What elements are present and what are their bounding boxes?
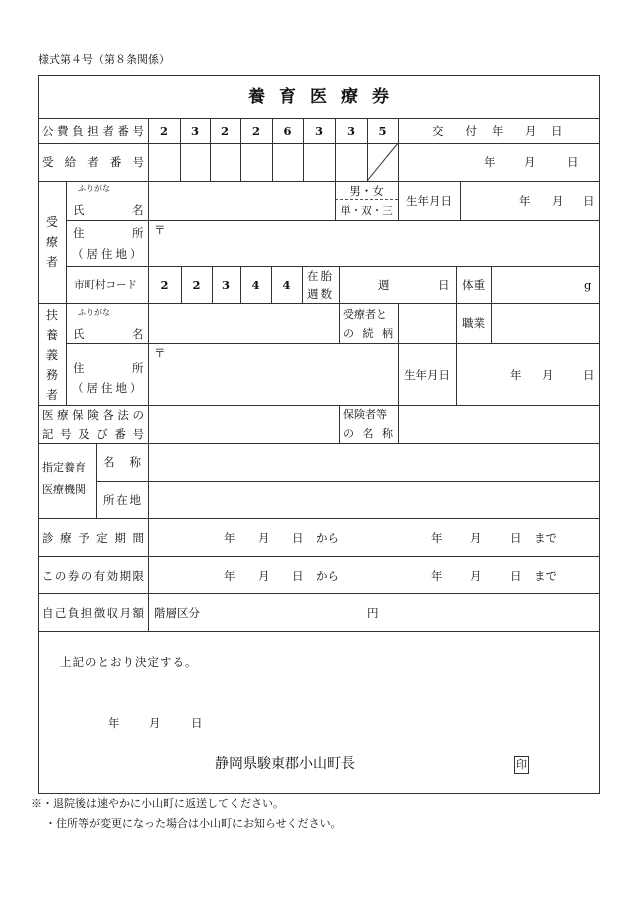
gestation-label: 週数 bbox=[307, 287, 334, 301]
patient-address-label: 住 bbox=[73, 226, 85, 240]
institution-name-label: 名称 bbox=[103, 455, 141, 469]
divider bbox=[38, 303, 599, 304]
institution-label: 医療機関 bbox=[42, 483, 86, 496]
patient-section-label: 受療者 bbox=[45, 215, 58, 269]
yen-unit: 円 bbox=[367, 606, 379, 620]
patient-address-label: 所 bbox=[132, 226, 144, 240]
note: ※・退院後は速やかに小山町に返送してください。 bbox=[31, 797, 284, 810]
payer-digit: 2 bbox=[220, 124, 229, 138]
institution-location-label: 所在地 bbox=[103, 493, 141, 507]
payer-digit: 6 bbox=[283, 124, 292, 138]
decision-day: 日 bbox=[191, 716, 203, 730]
divider bbox=[96, 443, 97, 518]
payer-digit: 3 bbox=[346, 124, 355, 138]
tier-label: 階層区分 bbox=[154, 606, 200, 620]
guardian-address-label: 住 bbox=[73, 361, 85, 375]
page-title: 養育医療券 bbox=[248, 87, 403, 107]
guardian-residence-label: （居住地） bbox=[72, 381, 145, 395]
copay-label: 自己負担徴収月額 bbox=[42, 606, 144, 620]
institution-label: 指定養育 bbox=[42, 461, 86, 474]
divider bbox=[38, 631, 599, 632]
divider bbox=[339, 303, 340, 343]
divider bbox=[491, 266, 492, 343]
divider bbox=[38, 443, 599, 444]
patient-dob-month: 月 bbox=[552, 194, 564, 208]
divider bbox=[38, 143, 599, 144]
issue-label: 交付 bbox=[432, 124, 477, 138]
divider bbox=[66, 220, 599, 221]
payer-digit: 2 bbox=[159, 124, 168, 138]
validity-year: 年 bbox=[431, 569, 443, 583]
decision-text: 上記のとおり決定する。 bbox=[60, 655, 198, 669]
patient-dob-year: 年 bbox=[519, 194, 531, 208]
birth-type-option: 単・双・三 bbox=[340, 205, 393, 217]
guardian-dob-year: 年 bbox=[510, 368, 522, 382]
postal-mark: 〒 bbox=[154, 223, 166, 237]
divider bbox=[38, 405, 599, 406]
period-month: 月 bbox=[258, 531, 270, 545]
validity-from: から bbox=[316, 569, 339, 583]
insurer-label: の名称 bbox=[343, 427, 393, 440]
divider bbox=[96, 481, 599, 482]
patient-dob-day: 日 bbox=[583, 194, 595, 208]
patient-dob-label: 生年月日 bbox=[406, 194, 452, 208]
weight-label: 体重 bbox=[462, 278, 485, 292]
public-payer-label: 公費負担者番号 bbox=[42, 124, 144, 138]
validity-year: 年 bbox=[224, 569, 236, 583]
guardian-section-label: 扶養義務者 bbox=[45, 308, 58, 402]
insurer-label: 保険者等 bbox=[343, 408, 387, 421]
decision-year: 年 bbox=[108, 716, 120, 730]
divider bbox=[38, 118, 599, 119]
municipal-code-digit: 2 bbox=[160, 278, 169, 292]
divider bbox=[66, 181, 67, 405]
recipient-number-label: 受給者番号 bbox=[42, 155, 144, 169]
note: ・住所等が変更になった場合は小山町にお知らせください。 bbox=[45, 817, 342, 830]
patient-residence-label: （居住地） bbox=[72, 247, 145, 261]
treatment-period-label: 診療予定期間 bbox=[42, 531, 144, 545]
validity-month: 月 bbox=[258, 569, 270, 583]
divider bbox=[38, 181, 599, 182]
gestation-label: 在胎 bbox=[307, 269, 334, 283]
municipal-code-digit: 4 bbox=[282, 278, 291, 292]
period-day: 日 bbox=[510, 531, 522, 545]
patient-name-label: 氏 bbox=[73, 203, 85, 217]
divider bbox=[38, 518, 599, 519]
issue-year: 年 bbox=[492, 124, 504, 138]
divider bbox=[66, 266, 599, 267]
divider bbox=[66, 343, 599, 344]
insurance-label: 医療保険各法の bbox=[42, 408, 144, 422]
period-from: から bbox=[316, 531, 339, 545]
insurance-label: 記号及び番号 bbox=[42, 427, 144, 441]
patient-furigana-label: ふりがな bbox=[78, 184, 110, 193]
seal-mark: 印 bbox=[514, 756, 529, 774]
weight-unit: g bbox=[584, 278, 592, 292]
relation-label: の続柄 bbox=[343, 327, 393, 340]
gestation-week: 週 bbox=[378, 278, 390, 292]
issuer-name: 静岡県駿東郡小山町長 bbox=[215, 756, 355, 772]
postal-mark: 〒 bbox=[154, 346, 166, 360]
relation-label: 受療者と bbox=[343, 308, 387, 321]
divider bbox=[460, 181, 461, 220]
recipient-year: 年 bbox=[484, 155, 496, 169]
guardian-dob-label: 生年月日 bbox=[404, 368, 450, 382]
validity-period-label: この券の有効期限 bbox=[42, 569, 144, 583]
patient-name-label: 名 bbox=[132, 203, 144, 217]
payer-digit: 3 bbox=[314, 124, 323, 138]
guardian-dob-day: 日 bbox=[583, 368, 595, 382]
municipal-code-digit: 2 bbox=[192, 278, 201, 292]
gestation-day: 日 bbox=[438, 278, 450, 292]
municipal-code-digit: 3 bbox=[221, 278, 230, 292]
form-number: 様式第４号（第８条関係） bbox=[38, 53, 170, 66]
municipal-code-digit: 4 bbox=[251, 278, 260, 292]
issue-month: 月 bbox=[525, 124, 537, 138]
divider bbox=[38, 593, 599, 594]
divider bbox=[335, 199, 398, 200]
validity-month: 月 bbox=[470, 569, 482, 583]
guardian-dob-month: 月 bbox=[542, 368, 554, 382]
guardian-name-label: 名 bbox=[132, 327, 144, 341]
occupation-label: 職業 bbox=[462, 316, 485, 330]
divider bbox=[339, 266, 340, 303]
guardian-name-label: 氏 bbox=[73, 327, 85, 341]
issue-day: 日 bbox=[551, 124, 563, 138]
municipal-code-label: 市町村コード bbox=[74, 279, 137, 291]
period-until: まで bbox=[534, 531, 557, 545]
period-day: 日 bbox=[292, 531, 304, 545]
diagonal-slash bbox=[367, 143, 399, 182]
period-month: 月 bbox=[470, 531, 482, 545]
period-year: 年 bbox=[224, 531, 236, 545]
sex-option: 男・女 bbox=[349, 184, 384, 198]
validity-until: まで bbox=[534, 569, 557, 583]
recipient-month: 月 bbox=[524, 155, 536, 169]
period-year: 年 bbox=[431, 531, 443, 545]
payer-digit: 2 bbox=[251, 124, 260, 138]
payer-digit: 3 bbox=[190, 124, 199, 138]
guardian-furigana-label: ふりがな bbox=[78, 308, 110, 317]
payer-digit: 5 bbox=[378, 124, 387, 138]
validity-day: 日 bbox=[510, 569, 522, 583]
divider bbox=[38, 556, 599, 557]
divider bbox=[148, 118, 149, 631]
validity-day: 日 bbox=[292, 569, 304, 583]
divider bbox=[339, 405, 340, 443]
guardian-address-label: 所 bbox=[132, 361, 144, 375]
recipient-day: 日 bbox=[567, 155, 579, 169]
decision-month: 月 bbox=[149, 716, 161, 730]
